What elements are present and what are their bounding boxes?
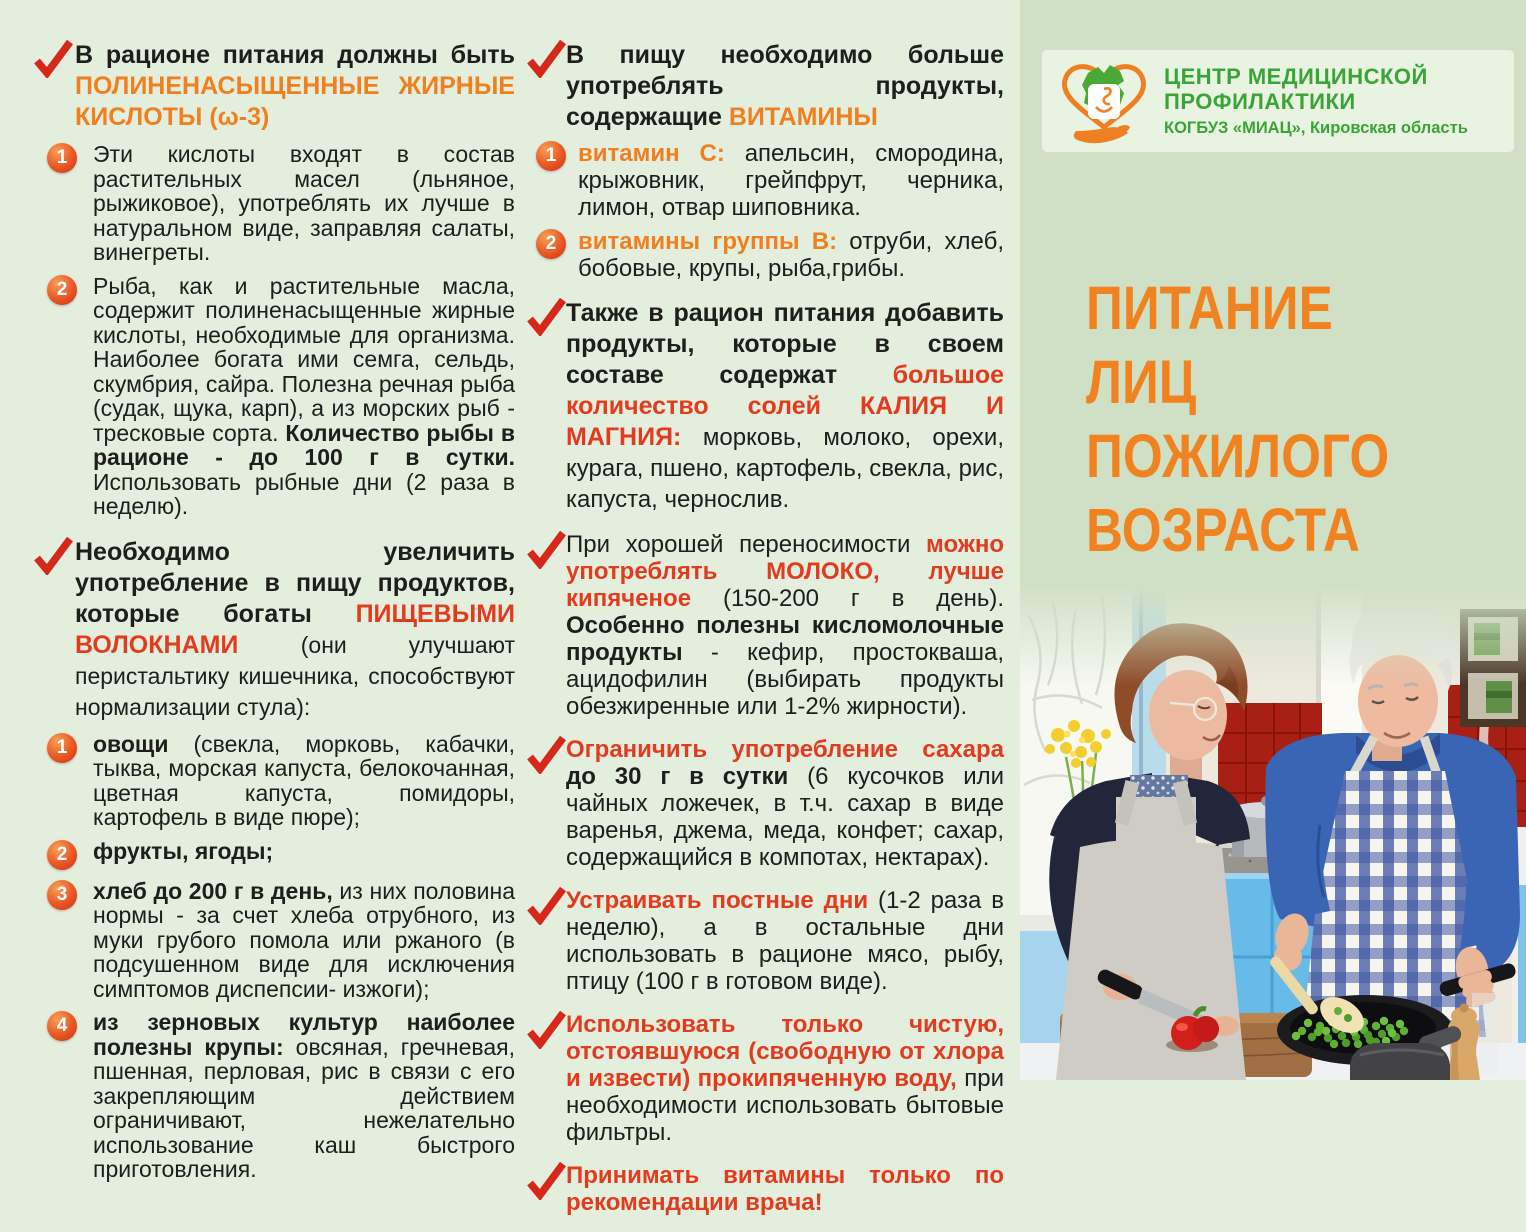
section-text	[566, 1162, 1004, 1216]
run: (150-200 г в день).	[722, 585, 1004, 612]
item-text	[93, 1010, 515, 1182]
run: при необходимости использовать бытовые фильтры.	[566, 1065, 1004, 1146]
check-icon	[526, 298, 566, 336]
item-text	[93, 839, 515, 864]
run: (1-2 раза в неделю), а в остальные дни использовать в рационе мясо, рыбу, птицу (100 г в готовом виде).	[566, 887, 1005, 995]
number-badge: 1	[47, 143, 77, 173]
check-icon	[526, 887, 566, 925]
heading-accent: ВИТАМИНЫ	[728, 103, 878, 131]
check-icon	[33, 40, 73, 78]
check-icon	[526, 1011, 566, 1049]
item-run: из них половина нормы - за счет хлеба отрубного, из муки грубого помола или ржаного (в подсушенном виде для исключения симптомов диспепсии- изжоги);	[93, 877, 515, 1002]
section-text	[566, 736, 1004, 871]
left-column	[33, 40, 515, 1200]
title-line: ВОЗРАСТА	[1086, 496, 1360, 565]
check-icon	[33, 537, 73, 575]
section-milk	[530, 531, 1004, 720]
item-run-bold: овощи	[93, 730, 194, 757]
item-text	[93, 274, 515, 519]
number-badge: 1	[47, 733, 77, 763]
section-water	[530, 1011, 1004, 1146]
title-line: ПОЖИЛОГО	[1086, 422, 1390, 491]
cover-photo	[1020, 585, 1526, 1080]
section-text	[566, 1011, 1004, 1146]
numbered-item	[47, 732, 515, 830]
item-run: Использовать рыбные дни (2 раза в неделю).	[93, 468, 515, 519]
heading-note: (они улучшают перистальтику кишечника, способствуют нормализации стула):	[75, 631, 515, 720]
brand-logo-card	[1042, 50, 1514, 152]
item-text	[578, 140, 1004, 221]
item-text	[93, 142, 515, 265]
item-run: (свекла, морковь, кабачки, тыква, морская капуста, белокочанная, цветная капуста, помидоры, картофель в виде пюре);	[93, 730, 515, 830]
heading-text: В пищу необходимо больше употреблять продукты, содержащие	[566, 41, 1004, 131]
check-icon	[526, 1162, 566, 1200]
numbered-item	[47, 142, 515, 265]
heading-note: морковь, молоко, орехи, курага, пшено, картофель, свекла, рис, капуста, чернослив.	[566, 424, 1004, 513]
section-potassium-magnesium	[530, 298, 1004, 515]
photo-top-fade	[1020, 585, 1526, 685]
brand-name-line2: ПРОФИЛАКТИКИ	[1164, 89, 1356, 114]
section-omega3	[33, 40, 515, 519]
section-vitamins	[530, 40, 1004, 282]
item-text	[578, 228, 1004, 282]
elderly-couple-cooking-illustration	[1020, 585, 1526, 1080]
item-run-bold: из зерновых культур наиболее полезны крупы:	[93, 1009, 515, 1060]
item-run: отруби, хлеб, бобовые, крупы, рыба,грибы.	[578, 228, 1004, 282]
item-run-bold: фрукты, ягоды;	[93, 837, 274, 864]
run: При хорошей переносимости	[566, 531, 927, 558]
item-run-orange: витамин С:	[578, 140, 745, 167]
check-icon	[526, 531, 566, 569]
item-text	[93, 879, 515, 1002]
item-run: овсяная, гречневая, пшенная, перловая, рис в связи с его закрепляющим действием ограничивают, нежелательно использование каш быстрого приготовления.	[93, 1033, 515, 1182]
heart-map-hand-logo-icon	[1058, 55, 1150, 147]
item-run: апельсин, смородина, крыжовник, грейпфрут, черника, лимон, отвар шиповника.	[578, 140, 1005, 221]
heading-text: Необходимо увеличить употребление в пищу продуктов, которые богаты	[75, 537, 515, 628]
run: (6 кусочков или чайных ложечек, в т.ч. сахар в виде варенья, джема, меда, конфет; сахар, содержащийся в компотах, нектарах).	[566, 763, 1005, 871]
section-heading	[75, 537, 515, 723]
number-badge: 2	[536, 229, 566, 259]
section-heading	[566, 298, 1004, 515]
middle-column	[530, 40, 1004, 1232]
section-fast-days	[530, 887, 1004, 995]
number-badge: 4	[47, 1011, 77, 1041]
heading-accent: ПОЛИНЕНАСЫЩЕННЫЕ ЖИРНЫЕ КИСЛОТЫ (ω-3)	[75, 72, 515, 131]
numbered-item	[47, 1010, 515, 1182]
item-run-bold: хлеб до 200 г в день,	[93, 877, 340, 904]
section-text	[566, 887, 1004, 995]
run: - кефир, простокваша, ацидофилин (выбирать продукты обезжиренные или 1-2% жирности).	[566, 639, 1004, 720]
check-icon	[526, 736, 566, 774]
section-heading	[75, 40, 515, 133]
numbered-item	[47, 839, 515, 870]
title-line: ЛИЦ	[1086, 348, 1197, 417]
brochure-title	[1086, 271, 1447, 567]
number-badge: 2	[47, 275, 77, 305]
run-red: Принимать витамины только по рекомендации врача!	[566, 1162, 1004, 1216]
heading-accent: ПИЩЕВЫМИ ВОЛОКНАМИ	[75, 599, 515, 659]
brand-text	[1164, 64, 1468, 138]
section-heading	[566, 40, 1004, 133]
item-run-bold: Количество рыбы в рационе - до 100 г в сутки.	[93, 419, 515, 470]
check-icon	[526, 40, 566, 78]
run-red: Использовать только чистую, отстоявшуюся (свободную от хлора и извести) прокипяченную воду,	[566, 1011, 1004, 1092]
section-text	[566, 531, 1004, 720]
title-line: ПИТАНИЕ	[1086, 274, 1333, 343]
item-run: Рыба, как и растительные масла, содержит полиненасыщенные жирные кислоты, необходимые для организма. Наиболее богата ими семга, сельдь, скумбрия, сайра. Полезна речная рыба (судак, щука, карп), а из морских рыб - тресковые сорта.	[93, 272, 515, 446]
section-doctor-vitamins	[530, 1162, 1004, 1216]
item-run-orange: витамины группы В:	[578, 228, 850, 255]
brand-subtitle: КОГБУЗ «МИАЦ», Кировская область	[1164, 119, 1468, 137]
number-badge: 2	[47, 840, 77, 870]
number-badge: 3	[47, 880, 77, 910]
section-fiber	[33, 537, 515, 1182]
item-text	[93, 732, 515, 830]
run-red: можно употреблять МОЛОКО, лучше кипяченое	[566, 531, 1004, 612]
item-run: Эти кислоты входят в состав растительных масел (льняное, рыжиковое), употреблять их лучше в натуральном виде, заправляя салаты, винегреты.	[93, 141, 515, 265]
number-badge: 1	[536, 141, 566, 171]
numbered-item	[47, 274, 515, 519]
cover-panel	[1020, 0, 1526, 1080]
numbered-item	[536, 140, 1004, 221]
heading-text: Также в рацион питания добавить продукты, которые в своем составе содержат	[566, 299, 1004, 389]
run-bold: Особенно полезны кисломолочные продукты	[566, 612, 1004, 666]
run-bold: до 30 г в сутки	[566, 763, 808, 790]
run-red: Устраивать постные дни	[566, 887, 879, 914]
numbered-item	[47, 879, 515, 1002]
section-sugar	[530, 736, 1004, 871]
numbered-item	[536, 228, 1004, 282]
heading-accent: большое количество солей КАЛИЯ И МАГНИЯ:	[566, 361, 1004, 451]
run-red: Ограничить употребление сахара	[566, 736, 1004, 763]
brand-name-line1: ЦЕНТР МЕДИЦИНСКОЙ	[1164, 64, 1428, 89]
heading-text: В рационе питания должны быть	[75, 41, 515, 69]
